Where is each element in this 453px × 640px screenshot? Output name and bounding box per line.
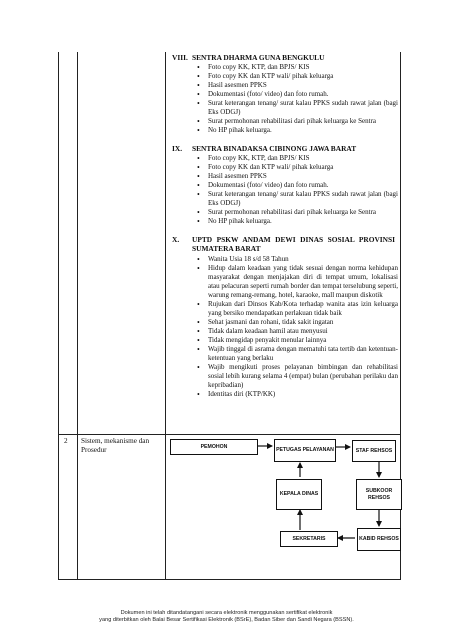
list-item: • Hasil asesmen PPKS [195,172,398,181]
list-item: • Surat permohonan rehabilitasi dari pihak keluarga ke Sentra [195,117,398,126]
section-title: UPTD PSKW ANDAM DEWI DINAS SOSIAL PROVINSI SUMATERA BARAT [192,235,395,254]
list-item: • Foto copy KK dan KTP wali/ pihak keluarga [195,72,398,81]
list-item: • Hidup dalam keadaan yang tidak sesuai dengan norma kehidupan masyarakat dengan menjajakan diri di tempat umum, lokalisasi atau pelacuran seperti rumah border dan tempat terselubung seperti, warung remang-remang, hotel, karaoke, mall maupun diskotik [195,264,398,300]
row-label: Sistem, mekanisme dan Prosedur [81,437,150,455]
list-item: • Wajib mengikuti proses pelayanan bimbingan dan rehabilitasi sosial lebih kurang selama 4 (empat) bulan (perubahan perilaku dan kepribadian) [195,363,398,390]
list-item: • Identitas diri (KTP/KK) [195,390,398,399]
flow-node-staf: STAF REHSOS [352,440,396,462]
list-item: • No HP pihak keluarga. [195,217,398,226]
list-item: • Surat keterangan tenang/ surat kalau PPKS sudah rawat jalan (bagi Eks ODGJ) [195,99,398,117]
list-item: • Tidak dalam keadaan hamil atau menyusui [195,327,398,336]
flow-node-kabid: KABID REHSOS [357,528,401,551]
flow-node-pemohon: PEMOHON [170,439,258,455]
list-item: • Rujukan dari Dinsos Kab/Kota terhadap wanita atas izin keluarga yang bersiko mendapatkan perlakuan tidak baik [195,300,398,318]
section-title: SENTRA DHARMA GUNA BENGKULU [192,53,325,62]
list-item: • Dokumentasi (foto/ video) dan foto rumah. [195,90,398,99]
list-item: • Foto copy KK, KTP, dan BPJS/ KIS [195,154,398,163]
footer-line: Dokumen ini telah ditandatangani secara elektronik menggunakan sertifikat elektronik [120,610,333,616]
list-item: • Wajib tinggal di asrama dengan mematuhi tata tertib dan ketentuan-ketentuan yang berlaku [195,345,398,363]
flow-node-sekretaris: SEKRETARIS [280,531,338,547]
list-item: • Surat permohonan rehabilitasi dari pihak keluarga ke Sentra [195,208,398,217]
section-number: IX. [172,144,183,153]
list-item: • Dokumentasi (foto/ video) dan foto rumah. [195,181,398,190]
row-number: 2 [64,437,68,445]
flow-node-subkoor: SUBKOOR REHSOS [356,479,402,510]
section-number: X. [172,235,180,244]
list-item: • Sehat jasmani dan rohani, tidak sakit ingatan [195,318,398,327]
list-item: • Hasil asesmen PPKS [195,81,398,90]
flow-node-petugas: PETUGAS PELAYANAN [274,439,336,462]
footer-line: yang diterbitkan oleh Balai Besar Sertifikasi Elektronik (BSrE), Badan Siber dan Sandi Negara (BSSN). [99,617,354,623]
list-item: • Wanita Usia 18 s/d 58 Tahun [195,255,398,264]
list-item: • Tidak mengidap penyakit menular lainnya [195,336,398,345]
flow-node-kepala: KEPALA DINAS [276,479,322,510]
section-title: SENTRA BINADAKSA CIBINONG JAWA BARAT [192,144,357,153]
section-number: VIII. [172,53,188,62]
list-item: • Foto copy KK dan KTP wali/ pihak keluarga [195,163,398,172]
list-item: • Foto copy KK, KTP, dan BPJS/ KIS [195,63,398,72]
list-item: • No HP pihak keluarga. [195,126,398,135]
footer-signature-note [0,610,453,624]
list-item: • Surat keterangan tenang/ surat kalau PPKS sudah rawat jalan (bagi Eks ODGJ) [195,190,398,208]
